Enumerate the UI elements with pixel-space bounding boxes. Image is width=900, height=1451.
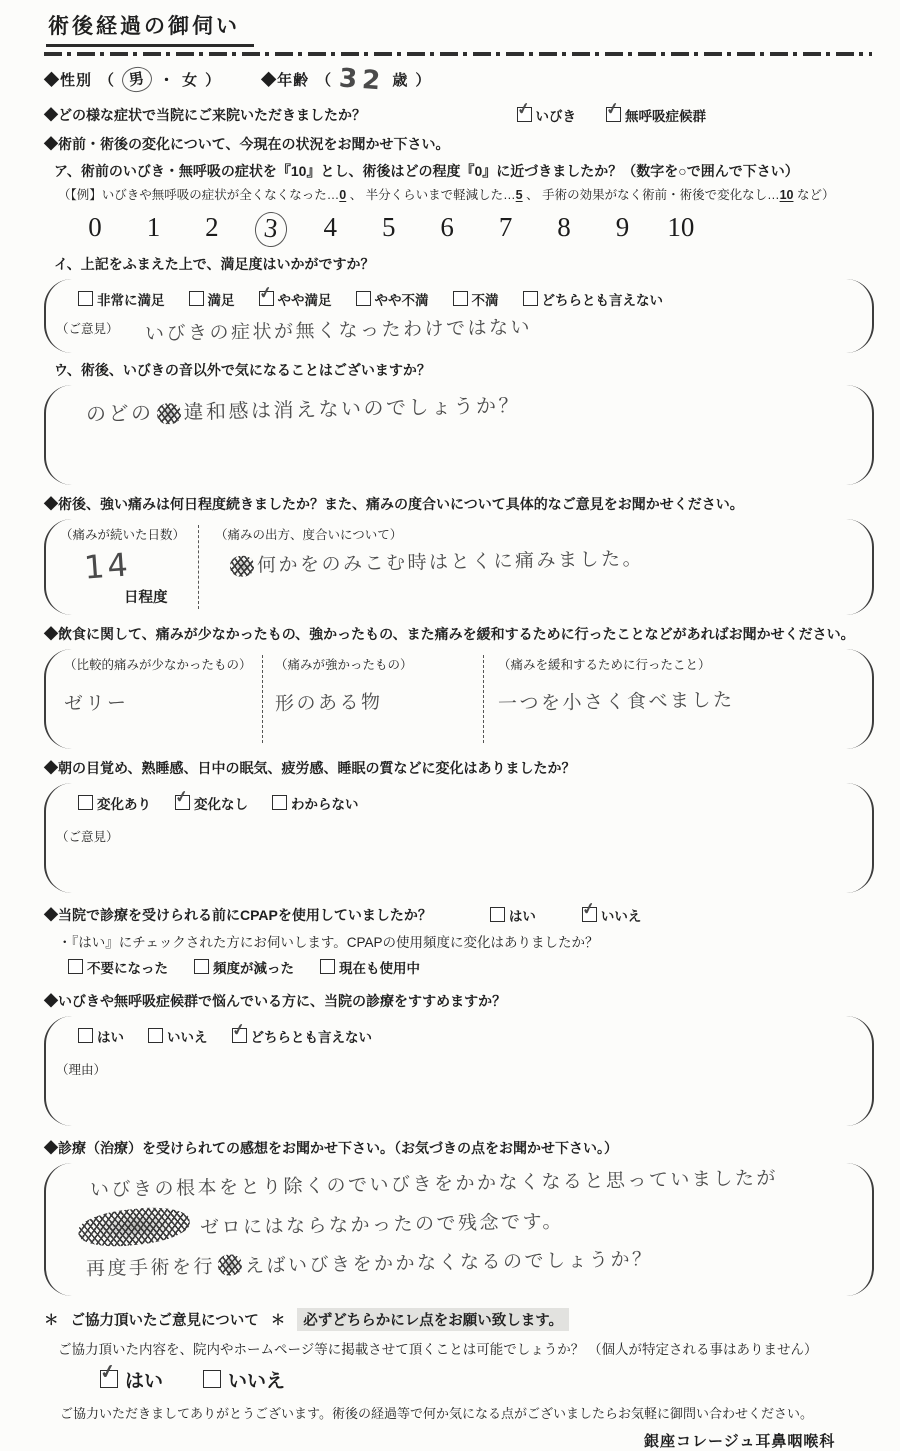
clinic-name: 銀座コレージュ耳鼻咽喉科 [644,1432,836,1450]
impression-line-2 [78,1196,855,1246]
checkbox[interactable] [175,795,190,810]
checkbox-label: 満足 [207,292,235,308]
checkbox-label: 無呼吸症候群 [625,108,706,124]
paren: （ [99,72,116,89]
checkbox-label: わからない [291,796,359,812]
option-publish-no[interactable] [203,1366,285,1393]
option-no-longer-needed[interactable] [68,957,168,977]
option-cpap-yes[interactable] [490,905,536,925]
checkbox[interactable] [68,959,83,974]
concerns-text-suffix: 違和感は消えないのでしょうか？ [183,392,522,424]
option-somewhat-satisfied[interactable] [259,289,332,309]
food-col-relief [484,655,858,743]
divider-dashdot [44,52,872,56]
paren: （ [316,72,333,89]
opinion-label: （ご意見） [56,321,119,336]
crossed-out-scribble [218,1254,242,1275]
food-heading: ◆飲食に関して、痛みが少なかったもの、強かったもの、また痛みを緩和するために行ったことなどがあればお聞かせください。 [44,625,855,642]
option-frequency-decreased[interactable] [194,957,294,977]
rating-scale [80,212,696,247]
checkbox-label: やや満足 [277,292,332,308]
footer-note-title: ご協力頂いたご意見について [70,1312,259,1329]
checkbox-label: いいえ [600,908,642,924]
impression-text: えばいびきをかかなくなるのでしょうか？ [244,1247,654,1277]
checkbox-label: はい [97,1029,124,1045]
impression-text: 再度手術を行 [85,1255,216,1280]
cpap-frequency-options [68,957,874,977]
pain-days-column [60,525,199,609]
checkbox-label: いいえ [228,1370,286,1392]
option-recommend-no[interactable] [148,1026,208,1046]
impression-text: ゼロにはならなかったので残念です。 [199,1209,565,1238]
checkbox-label: 不満 [471,292,499,308]
concerns-answer-box [44,385,874,485]
footer-note-strong: 必ずどちらかにレ点をお願い致します。 [297,1308,569,1331]
permission-note: （個人が特定される事はありません） [588,1341,818,1357]
page-title: 術後経過の御伺い [46,10,254,47]
option-satisfied[interactable] [189,289,235,309]
scale-number-6[interactable]: 6 [440,211,454,242]
scale-selected-circle: 3 [253,210,289,249]
checkbox-label: どちらとも言えない [541,292,663,308]
checkbox[interactable] [272,795,287,810]
option-no-change[interactable] [175,793,248,813]
age-value-handwriting: 32 [338,62,387,97]
checkbox-label: 変化なし [194,796,248,812]
scale-number-9[interactable]: 9 [615,211,630,242]
asterisk: ＊ [270,1312,286,1329]
opinion-row [56,315,854,346]
symptom-options [517,105,707,125]
cpap-question: ◆当院で診療を受けられる前にCPAPを使用していましたか？ [44,906,432,923]
gender-female[interactable]: 女 [182,72,199,89]
checkbox-label: はい [125,1370,164,1392]
crossed-out-scribble-large [76,1203,191,1251]
example-text: （【例】いびきや無呼吸の症状が全くなくなった… [58,187,340,202]
checkbox-label: 現在も使用中 [339,960,420,976]
scale-number-3[interactable] [255,212,287,247]
gender-male-circle[interactable] [120,65,154,94]
satisfaction-box [44,279,874,353]
option-still-using[interactable] [320,957,420,977]
example-text: 、 手術の効果がなく術前・術後で変化なし… [522,187,780,202]
crossed-out-scribble [156,403,180,424]
gender-separator: ・ [159,72,176,89]
asterisk: ＊ [44,1312,59,1329]
sleep-options [78,793,854,813]
sleep-heading: ◆朝の目覚め、熟睡感、日中の眠気、疲労感、睡眠の質などに変化はありましたか？ [44,759,576,776]
footer-note [44,1308,874,1331]
recommend-heading: ◆いびきや無呼吸症候群で悩んでいる方に、当院の診療をすすめますか？ [44,992,507,1009]
concerns-question: ウ、術後、いびきの音以外で気になることはございますか？ [54,361,431,378]
checkbox[interactable] [490,907,505,922]
permission-question: ご協力頂いた内容を、院内やホームページ等に掲載させて頂くことは可能でしょうか？ [58,1341,585,1357]
cpap-row [44,905,874,925]
impression-box [44,1163,874,1296]
cpap-options [490,905,642,925]
thanks-note: ご協力いただきましてありがとうございます。術後の経過等で何か気になる点がございましたらお気軽に御問い合わせください。 [60,1405,813,1421]
concerns-handwriting [86,388,522,426]
crossed-out-scribble [230,555,254,576]
food-col-handwriting: ゼリー [63,691,129,715]
gender-male[interactable]: 男 [127,69,147,90]
age-label: ◆年齢 [261,72,310,89]
checkbox[interactable] [320,959,335,974]
recommend-options [78,1026,854,1046]
example-text: 、 半分くらいまで軽減した… [346,187,516,202]
recommend-box [44,1016,874,1126]
checkbox[interactable] [523,291,538,306]
option-unknown[interactable] [272,793,359,813]
impression-text: いびきの根本をとり除くのでいびきをかかなくなると思っていましたが [89,1166,779,1201]
change-heading: ◆術前・術後の変化について、今現在の状況をお聞かせ下さい。 [44,135,450,152]
food-col-less-pain [60,655,263,743]
option-neither[interactable] [523,289,664,309]
checkbox-label: はい [508,908,536,924]
checkbox[interactable] [78,795,93,810]
gender-label: ◆性別 [44,72,93,89]
checkbox[interactable] [194,959,209,974]
checkbox-label: やや不満 [374,292,429,308]
option-recommend-yes[interactable] [78,1026,124,1046]
impression-heading: ◆診療（治療）を受けられての感想をお聞かせ下さい。（お気づきの点をお聞かせ下さい。） [44,1139,618,1156]
scale-number-10[interactable]: 10 [667,211,695,242]
pain-days-label: （痛みが続いた日数） [60,527,186,542]
checkbox-apnea[interactable] [606,107,621,122]
pain-heading: ◆術後、強い痛みは何日程度続きましたか？また、痛みの度合いについて具体的なご意見をお聞かせください。 [44,495,744,512]
pain-detail-handwriting [227,543,644,577]
option-dissatisfied[interactable] [453,289,499,309]
cpap-followup-question: ・『はい』にチェックされた方にお伺いします。CPAPの使用頻度に変化はありましたか？ [58,934,599,950]
food-col-label: （痛みを緩和するために行ったこと） [498,657,711,672]
food-col-handwriting: 一つを小さく食べました [497,688,735,715]
example-underlined: 5 [515,187,523,202]
scale-number-4[interactable]: 4 [323,211,337,242]
scale-number-0[interactable]: 0 [88,211,102,242]
checkbox[interactable] [148,1028,163,1043]
checkbox[interactable] [453,291,468,306]
sleep-box [44,783,874,893]
permission-question-row [58,1338,874,1358]
pain-detail-label: （痛みの出方、度合いについて） [215,527,403,542]
option-changed[interactable] [78,793,151,813]
checkbox-label: いびき [535,108,576,124]
checkbox-label: 不要になった [87,960,168,976]
satisfaction-options [78,289,854,309]
example-underlined: 10 [779,187,794,202]
option-cpap-no[interactable] [582,905,642,925]
checkbox[interactable] [100,1370,118,1388]
scale-number-2[interactable]: 2 [205,211,219,242]
symptom-question: ◆どの様な症状で当院にご来院いただきましたか？ [44,106,366,123]
food-col-label: （比較的痛みが少なかったもの） [64,657,252,672]
food-col-label: （痛みが強かったもの） [275,657,413,672]
option-recommend-neither[interactable] [232,1026,373,1046]
concerns-text-prefix: のどの [85,400,154,426]
food-box [44,649,874,749]
age-unit: 歳 [392,72,409,89]
publish-options [100,1366,874,1393]
scale-number-5[interactable]: 5 [381,211,396,242]
checkbox[interactable] [582,907,597,922]
checkbox[interactable] [203,1370,221,1388]
scale-number-7[interactable]: 7 [498,211,513,242]
scale-example [58,185,874,203]
checkbox-label: 非常に満足 [97,292,165,308]
pain-detail-text: 何かをのみこむ時はとくに痛みました。 [256,547,645,576]
pain-days-value-handwriting: 14 [82,544,132,587]
recommend-reason-label: （理由） [56,1062,107,1077]
option-snoring[interactable] [517,105,577,125]
scale-question: ア、術前のいびき・無呼吸の症状を『10』とし、術後はどの程度『0』に近づきましたか？（数字を○で囲んで下さい） [54,162,799,179]
scale-number-1[interactable]: 1 [146,211,161,242]
paren: ） [205,72,222,89]
impression-line-3 [86,1240,854,1280]
example-text: など） [793,187,835,202]
checkbox-label: 変化あり [97,796,151,812]
example-underlined: 0 [339,187,347,202]
checkbox[interactable] [78,1028,93,1043]
scale-number-8[interactable]: 8 [557,211,571,242]
food-col-handwriting: 形のある物 [274,690,383,715]
pain-days-unit: 日程度 [124,589,168,606]
checkbox[interactable] [356,291,371,306]
checkbox[interactable] [232,1028,247,1043]
checkbox-label: どちらとも言えない [250,1029,372,1045]
opinion-handwriting: いびきの症状が無くなったわけではない [144,315,532,345]
checkbox[interactable] [78,291,93,306]
pain-detail-column [199,525,858,609]
checkbox[interactable] [259,291,274,306]
option-somewhat-dissatisfied[interactable] [356,289,429,309]
impression-line-1 [90,1161,854,1201]
option-publish-yes[interactable] [100,1366,163,1393]
symptom-row [44,105,874,125]
food-col-more-pain [263,655,484,743]
checkbox-label: いいえ [167,1029,208,1045]
checkbox[interactable] [189,291,204,306]
checkbox-snoring[interactable] [517,107,532,122]
paren: ） [415,72,432,89]
sleep-opinion-label: （ご意見） [56,829,119,844]
pain-box [44,519,874,615]
satisfaction-question: イ、上記をふまえた上で、満足度はいかがですか？ [54,255,375,272]
option-very-satisfied[interactable] [78,289,165,309]
checkbox-label: 頻度が減った [213,960,294,976]
profile-row [44,62,874,97]
option-apnea[interactable] [606,105,706,125]
